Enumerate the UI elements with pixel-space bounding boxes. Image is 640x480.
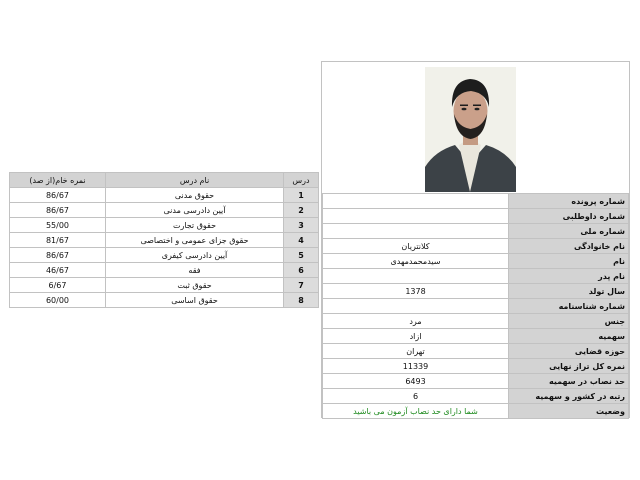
course-number: 6 [284, 263, 319, 278]
profile-row [323, 359, 629, 374]
profile-table [322, 193, 629, 419]
course-name: حقوق مدنی [106, 188, 284, 203]
table-row [10, 233, 319, 248]
status-message: شما دارای حد نصاب آزمون می باشید [323, 404, 509, 419]
course-number: 5 [284, 248, 319, 263]
field-value [323, 209, 509, 224]
raw-score: 86/67 [10, 188, 106, 203]
header-raw-score: نمره خام(از صد) [10, 173, 106, 188]
table-row [10, 203, 319, 218]
field-label: نام خانوادگی [509, 239, 629, 254]
scores-table [9, 172, 319, 308]
candidate-profile [321, 61, 630, 418]
course-number: 8 [284, 293, 319, 308]
course-name: حقوق جزای عمومی و اختصاصی [106, 233, 284, 248]
field-value: 1378 [323, 284, 509, 299]
field-value: سیدمحمدمهدی [323, 254, 509, 269]
course-number: 2 [284, 203, 319, 218]
table-row [10, 293, 319, 308]
raw-score: 86/67 [10, 203, 106, 218]
field-value [323, 194, 509, 209]
field-value [323, 299, 509, 314]
course-number: 4 [284, 233, 319, 248]
profile-row [323, 284, 629, 299]
profile-body [323, 194, 629, 419]
course-number: 3 [284, 218, 319, 233]
profile-row [323, 344, 629, 359]
profile-row [323, 389, 629, 404]
field-label: شماره داوطلبی [509, 209, 629, 224]
field-label: وضعیت [509, 404, 629, 419]
profile-row [323, 209, 629, 224]
field-label: حد نصاب در سهمیه [509, 374, 629, 389]
profile-row [323, 404, 629, 419]
header-course-name: نام درس [106, 173, 284, 188]
raw-score: 46/67 [10, 263, 106, 278]
raw-score: 6/67 [10, 278, 106, 293]
field-value: 11339 [323, 359, 509, 374]
course-name: حقوق اساسی [106, 293, 284, 308]
profile-row [323, 299, 629, 314]
scores-body [10, 188, 319, 308]
field-label: سال تولد [509, 284, 629, 299]
course-name: فقه [106, 263, 284, 278]
profile-row [323, 329, 629, 344]
field-value [323, 224, 509, 239]
course-name: حقوق ثبت [106, 278, 284, 293]
field-label: شماره پرونده [509, 194, 629, 209]
field-value: کلانتریان [323, 239, 509, 254]
profile-row [323, 254, 629, 269]
profile-row [323, 269, 629, 284]
field-value: تهران [323, 344, 509, 359]
raw-score: 60/00 [10, 293, 106, 308]
field-value: 6493 [323, 374, 509, 389]
course-name: آیین دادرسی کیفری [106, 248, 284, 263]
field-label: نام پدر [509, 269, 629, 284]
field-label: جنس [509, 314, 629, 329]
course-name: آیین دادرسی مدنی [106, 203, 284, 218]
table-row [10, 248, 319, 263]
field-value: 6 [323, 389, 509, 404]
field-value [323, 269, 509, 284]
field-value: ازاد [323, 329, 509, 344]
profile-row [323, 314, 629, 329]
table-row [10, 263, 319, 278]
profile-row [323, 194, 629, 209]
table-row [10, 188, 319, 203]
field-label: شماره شناسنامه [509, 299, 629, 314]
field-label: رتبه در کشور و سهمیه [509, 389, 629, 404]
course-number: 1 [284, 188, 319, 203]
profile-row [323, 224, 629, 239]
profile-row [323, 374, 629, 389]
field-value: مرد [323, 314, 509, 329]
field-label: نام [509, 254, 629, 269]
scores-header-row [10, 173, 319, 188]
course-number: 7 [284, 278, 319, 293]
table-row [10, 278, 319, 293]
field-label: شماره ملی [509, 224, 629, 239]
candidate-photo [425, 67, 516, 192]
raw-score: 86/67 [10, 248, 106, 263]
portrait-image [425, 67, 516, 192]
course-name: حقوق تجارت [106, 218, 284, 233]
raw-score: 81/67 [10, 233, 106, 248]
field-label: سهمیه [509, 329, 629, 344]
header-course-number: درس [284, 173, 319, 188]
field-label: نمره کل تراز نهایی [509, 359, 629, 374]
raw-score: 55/00 [10, 218, 106, 233]
table-row [10, 218, 319, 233]
field-label: حوزه قضایی [509, 344, 629, 359]
photo-container [322, 62, 629, 193]
profile-row [323, 239, 629, 254]
